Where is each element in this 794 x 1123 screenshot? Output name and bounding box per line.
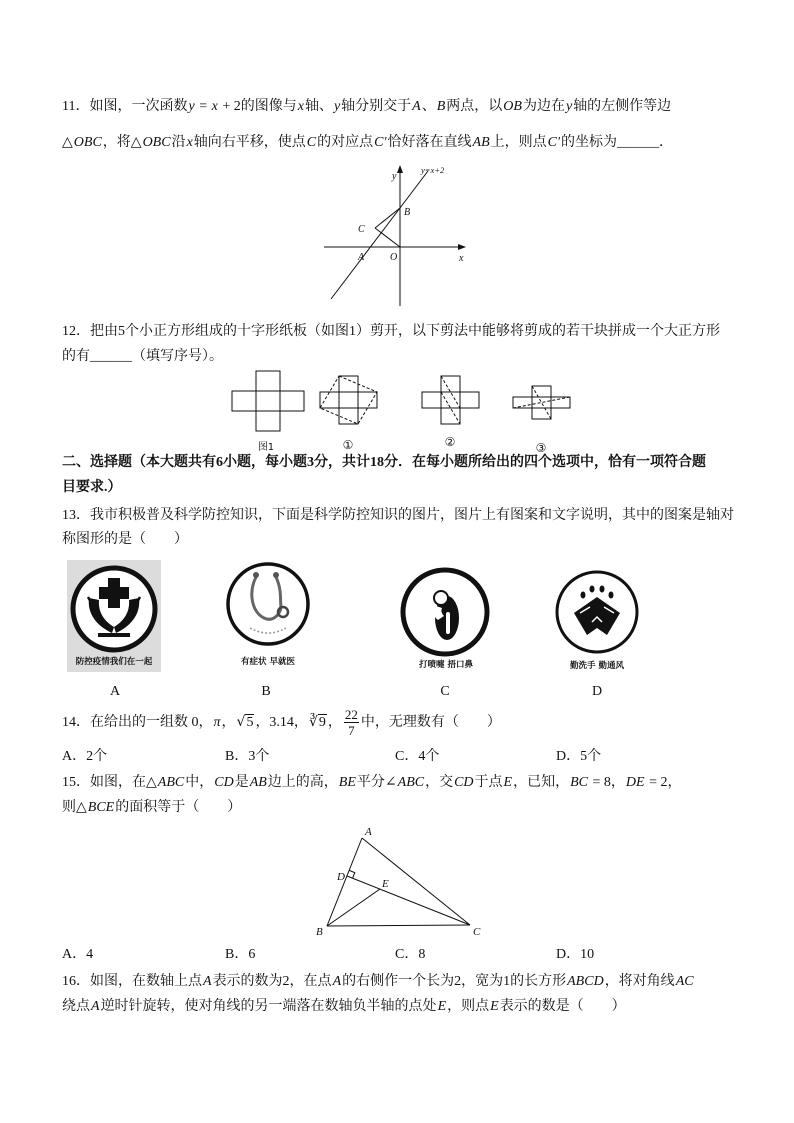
q12-text-line-1 <box>62 323 720 341</box>
math-variable: CD <box>454 775 474 790</box>
cross-figure-cut-1 <box>320 376 377 424</box>
radical-sign: √ <box>236 714 246 730</box>
text-run: 轴、 <box>304 99 333 114</box>
text-run: ， <box>327 715 342 730</box>
text-run: 12．把由5个小正方形组成的十字形纸板（如图1）剪开，以下剪法中能够将剪成的若干块拼成一个大正方形 <box>62 324 720 339</box>
text-run: 的面积等于（ ） <box>115 800 242 815</box>
text-run: ， <box>221 715 236 730</box>
math-variable: x <box>297 99 304 114</box>
text-run: 轴向右平移，使点 <box>193 135 306 150</box>
point-e-label: E <box>382 878 389 890</box>
text-run: 的坐标为 <box>561 135 618 150</box>
text-run: = 2， <box>645 775 682 790</box>
text-run: 14．在给出的一组数 0， <box>62 715 213 730</box>
math-variable: C′ <box>547 135 561 150</box>
math-variable: ABCD <box>567 974 604 989</box>
math-variable: CD <box>214 775 234 790</box>
point-a-label: A <box>358 252 365 263</box>
math-variable: OBC <box>142 135 171 150</box>
cross-figure-cut-3 <box>513 386 570 419</box>
text-run: 13．我市积极普及科学防控知识，下面是科学防控知识的图片，图片上有图案和文字说明，其中的图案是轴对 <box>62 508 734 523</box>
point-b-label: B <box>404 207 411 218</box>
text-run: + 2的图像与 <box>218 99 297 114</box>
math-variable: DE <box>625 775 645 790</box>
text-run: 表示的数是（ ） <box>499 999 626 1014</box>
text-run: 表示的数为2，在点 <box>212 974 332 989</box>
fraction-numerator: 22 <box>344 707 358 723</box>
text-run: 11．如图，一次函数 <box>62 99 188 114</box>
hands-cross-icon <box>67 560 161 672</box>
math-variable: y <box>188 99 195 114</box>
q14-option-b: B．3个 <box>225 749 270 764</box>
q15-option-a: A．4 <box>62 947 94 962</box>
q15-triangle-figure <box>312 822 482 940</box>
q15-text-line-1 <box>62 774 681 792</box>
text-run: 的有 <box>62 349 90 364</box>
math-variable: OB <box>503 99 522 114</box>
q13-choice-images <box>60 552 660 702</box>
text-run: 上，则点 <box>490 135 547 150</box>
math-variable: C <box>306 135 317 150</box>
math-variable: A <box>412 99 421 114</box>
cut-option-3-label: ③ <box>535 441 547 455</box>
math-variable: ABC <box>397 775 425 790</box>
section-2-heading-line-2 <box>62 479 122 497</box>
vertex-c-label: C <box>473 926 481 938</box>
text-run: ，交 <box>425 775 454 790</box>
math-variable: BE <box>338 775 356 790</box>
x-axis-arrow <box>458 244 466 250</box>
section-2-heading-line-1 <box>62 454 706 472</box>
x-axis-label: x <box>459 253 464 264</box>
math-variable: A <box>91 999 100 1014</box>
text-run: = 8， <box>589 775 625 790</box>
bisector-be <box>327 889 380 926</box>
text-run: ，已知， <box>513 775 570 790</box>
q13-text-line-2 <box>62 531 188 549</box>
cross-figure-original <box>232 371 304 431</box>
math-variable: ABC <box>157 775 185 790</box>
math-variable: π <box>213 715 221 730</box>
cross-figure-cut-2 <box>422 376 479 424</box>
math-variable: BC <box>570 775 588 790</box>
point-c-label: C <box>358 224 365 235</box>
stethoscope-icon <box>228 564 308 644</box>
q14-option-c: C．4个 <box>395 749 440 764</box>
vertex-a-label: A <box>365 826 372 838</box>
q15-option-c: C．8 <box>395 947 426 962</box>
linear-function-line <box>331 171 428 299</box>
text-run: ，将对角线 <box>604 974 675 989</box>
choice-d-caption: 勤洗手 勤通风 <box>570 661 624 671</box>
math-variable: E <box>503 775 513 790</box>
math-variable: y <box>565 99 573 114</box>
choice-b-letter: B <box>261 684 271 699</box>
text-run: 目要求.） <box>62 480 122 495</box>
math-variable: BCE <box>87 800 115 815</box>
text-run: 中， <box>185 775 214 790</box>
math-variable: C′ <box>374 135 387 150</box>
q14-text-line-1 <box>62 707 501 738</box>
math-variable: OBC <box>73 135 102 150</box>
choice-c-caption: 打喷嚏 捂口鼻 <box>419 660 473 670</box>
radical-expression <box>309 715 327 730</box>
text-run: 称图形的是（ ） <box>62 532 188 547</box>
q16-text-line-2 <box>62 998 626 1016</box>
radicand: 5 <box>246 715 254 730</box>
text-run: 是 <box>234 775 249 790</box>
text-run: 则△ <box>62 800 87 815</box>
choice-d-letter: D <box>591 684 603 699</box>
fraction <box>344 708 359 737</box>
q15-option-d: D．10 <box>556 947 595 962</box>
text-run: 逆时针旋转，使对角线的另一端落在数轴负半轴的点处 <box>100 999 437 1014</box>
math-variable: E <box>437 999 447 1014</box>
text-run: ，则点 <box>447 999 490 1014</box>
q15-option-b: B．6 <box>225 947 256 962</box>
altitude-cd <box>347 876 470 925</box>
sneeze-icon <box>403 570 487 654</box>
text-run: ，将△ <box>102 135 142 150</box>
q14-option-d: D．5个 <box>556 749 602 764</box>
math-variable: AB <box>472 135 490 150</box>
radical-expression <box>237 715 255 730</box>
q14-option-a: A．2个 <box>62 749 108 764</box>
radicand: 9 <box>318 715 326 730</box>
text-run: = <box>195 99 211 114</box>
origin-label: O <box>390 252 398 263</box>
text-run: 恰好落在直线 <box>387 135 472 150</box>
figure-1-label: 图1 <box>257 442 275 453</box>
vertex-b-label: B <box>316 926 323 938</box>
answer-blank: ______ <box>617 135 660 150</box>
choice-b-caption: 有症状 早就医 <box>241 657 295 667</box>
choice-c-letter: C <box>440 684 450 699</box>
text-run: 沿 <box>171 135 186 150</box>
q11-text-line-1 <box>62 98 671 116</box>
text-run: 绕点 <box>62 999 90 1014</box>
q13-text-line-1 <box>62 507 734 525</box>
text-run: 、 <box>421 99 436 114</box>
text-run: △ <box>62 135 73 150</box>
q12-text-line-2 <box>62 348 223 366</box>
math-variable: y <box>333 99 341 114</box>
math-variable: A <box>332 974 342 989</box>
choice-a-letter: A <box>109 684 121 699</box>
text-run: 两点，以 <box>446 99 503 114</box>
text-run: 中，无理数有（ ） <box>360 715 501 730</box>
segment-co <box>375 228 400 247</box>
text-run: （填写序号）。 <box>132 349 223 364</box>
answer-blank: ______ <box>90 349 132 364</box>
q11-coordinate-figure <box>318 160 470 312</box>
text-run: 的对应点 <box>317 135 374 150</box>
math-variable: B <box>436 99 446 114</box>
text-run: 轴分别交于 <box>341 99 412 114</box>
text-run: 于点 <box>474 775 503 790</box>
text-run: 二、选择题（本大题共有6小题，每小题3分，共计18分．在每小题所给出的四个选项中，恰有一项符合题 <box>62 455 706 470</box>
text-run: 平分∠ <box>356 775 397 790</box>
math-variable: AC <box>675 974 694 989</box>
side-ac <box>362 838 470 925</box>
line-equation-label: y=x+2 <box>421 165 445 175</box>
handwash-icon <box>557 572 637 652</box>
y-axis-arrow <box>397 165 403 173</box>
q12-cross-figures <box>225 365 580 457</box>
q15-text-line-2 <box>62 799 241 817</box>
math-variable: AB <box>249 775 267 790</box>
math-variable: x <box>211 99 218 114</box>
text-run: ，3.14， <box>255 715 308 730</box>
y-axis-label: y <box>392 171 397 182</box>
point-d-label: D <box>337 871 345 883</box>
cut-option-1-label: ① <box>342 438 354 452</box>
text-run: 轴的左侧作等边 <box>573 99 672 114</box>
q16-text-line-1 <box>62 973 695 991</box>
text-run: 的右侧作一个长为2，宽为1的长方形 <box>342 974 567 989</box>
text-run: ． <box>659 135 674 150</box>
side-bc <box>327 925 470 926</box>
math-variable: A <box>203 974 212 989</box>
radical-sign: ∛ <box>308 714 318 730</box>
choice-a-caption: 防控疫情我们在一起 <box>75 657 153 667</box>
math-variable: x <box>186 135 193 150</box>
text-run: 15．如图，在△ <box>62 775 157 790</box>
fraction-denominator: 7 <box>348 723 355 739</box>
text-run: 16．如图，在数轴上点 <box>62 974 202 989</box>
q11-text-line-2 <box>62 134 673 152</box>
text-run: 边上的高， <box>267 775 338 790</box>
text-run: 为边在 <box>522 99 565 114</box>
math-variable: E <box>490 999 499 1014</box>
cut-option-2-label: ② <box>444 435 456 449</box>
